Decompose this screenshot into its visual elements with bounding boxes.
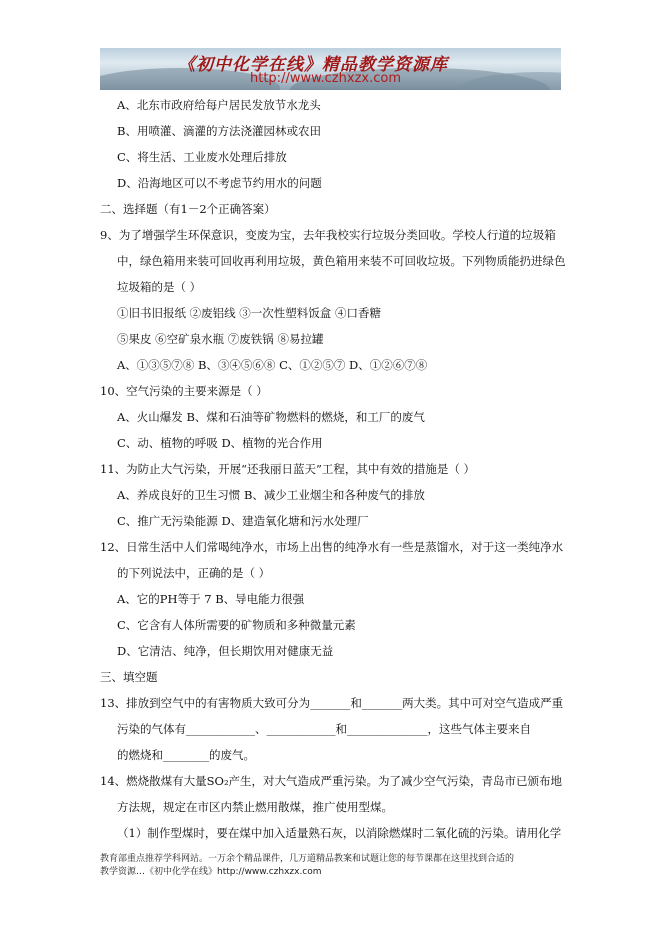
item-list: ⑤果皮 ⑥空矿泉水瓶 ⑦废铁锅 ⑧易拉罐 (117, 332, 324, 346)
question-text: 污染的气体有____________、____________和______________，这些气体主要来自 (117, 722, 531, 736)
question-text: （1）制作型煤时，要在煤中加入适量熟石灰，以消除燃煤时二氧化硫的污染。请用化学 (117, 826, 562, 840)
question-text: 方法规，规定在市区内禁止燃用散煤，推广使用型煤。 (117, 800, 393, 814)
question-text: 13、排放到空气中的有害物质大致可分为_______和_______两大类。其中可对空气造成严重 (100, 696, 564, 710)
question-text: 12、日常生活中人们常喝纯净水，市场上出售的纯净水有一些是蒸馏水，对于这一类纯净水 (100, 540, 564, 554)
footer-line: 教学资源…《初中化学在线》http://www.czhxzx.com (100, 867, 322, 877)
option-line: B、用喷灌、滴灌的方法浇灌园林或农田 (117, 124, 321, 138)
question-text: 垃圾箱的是（ ） (117, 280, 202, 294)
question-text: 9、为了增强学生环保意识，变废为宝，去年我校实行垃圾分类回收。学校人行道的垃圾箱 (100, 228, 556, 242)
option-line: C、推广无污染能源 D、建造氧化塘和污水处理厂 (117, 514, 369, 528)
page-footer (100, 853, 514, 879)
footer-line: 教育部重点推荐学科网站。一万余个精品课件，几万道精品教案和试题让您的每节课都在这里找到合适的 (100, 854, 515, 864)
option-line: A、火山爆发 B、煤和石油等矿物燃料的燃烧，和工厂的废气 (117, 410, 425, 424)
banner-url: http://www.czhxzx.com (250, 71, 401, 86)
option-line: D、它清洁、纯净，但长期饮用对健康无益 (117, 644, 334, 658)
option-line: C、它含有人体所需要的矿物质和多种微量元素 (117, 618, 356, 632)
option-line: D、沿海地区可以不考虑节约用水的问题 (117, 176, 322, 190)
banner-title: 《初中化学在线》精品教学资源库 (178, 55, 448, 75)
header-banner (100, 48, 561, 90)
question-text: 10、空气污染的主要来源是（ ） (100, 384, 268, 398)
option-line: A、它的PH等于 7 B、导电能力很强 (117, 592, 305, 606)
question-text: 中，绿色箱用来装可回收再利用垃圾，黄色箱用来装不可回收垃圾。下列物质能扔进绿色 (117, 254, 566, 268)
question-text: 的燃烧和________的废气。 (117, 748, 255, 762)
option-line: C、动、植物的呼吸 D、植物的光合作用 (117, 436, 323, 450)
option-line: A、①③⑤⑦⑧ B、③④⑤⑥⑧ C、①②⑤⑦ D、①②⑥⑦⑧ (117, 358, 428, 372)
option-line: C、将生活、工业废水处理后排放 (117, 150, 287, 164)
question-text: 14、燃烧散煤有大量SO₂产生，对大气造成严重污染。为了减少空气污染，青岛市已颁布地 (100, 774, 563, 788)
option-line: A、北东市政府给每户居民发放节水龙头 (117, 98, 321, 112)
option-line: A、养成良好的卫生习惯 B、减少工业烟尘和各种废气的排放 (117, 488, 425, 502)
section-heading: 二、选择题（有1－2个正确答案） (100, 202, 276, 216)
question-text: 11、为防止大气污染，开展“还我丽日蓝天”工程，其中有效的措施是（ ） (100, 462, 476, 476)
question-text: 的下列说法中，正确的是（ ） (117, 566, 271, 580)
section-heading: 三、填空题 (100, 670, 158, 684)
item-list: ①旧书旧报纸 ②废铝线 ③一次性塑料饭盒 ④口香糖 (117, 306, 381, 320)
